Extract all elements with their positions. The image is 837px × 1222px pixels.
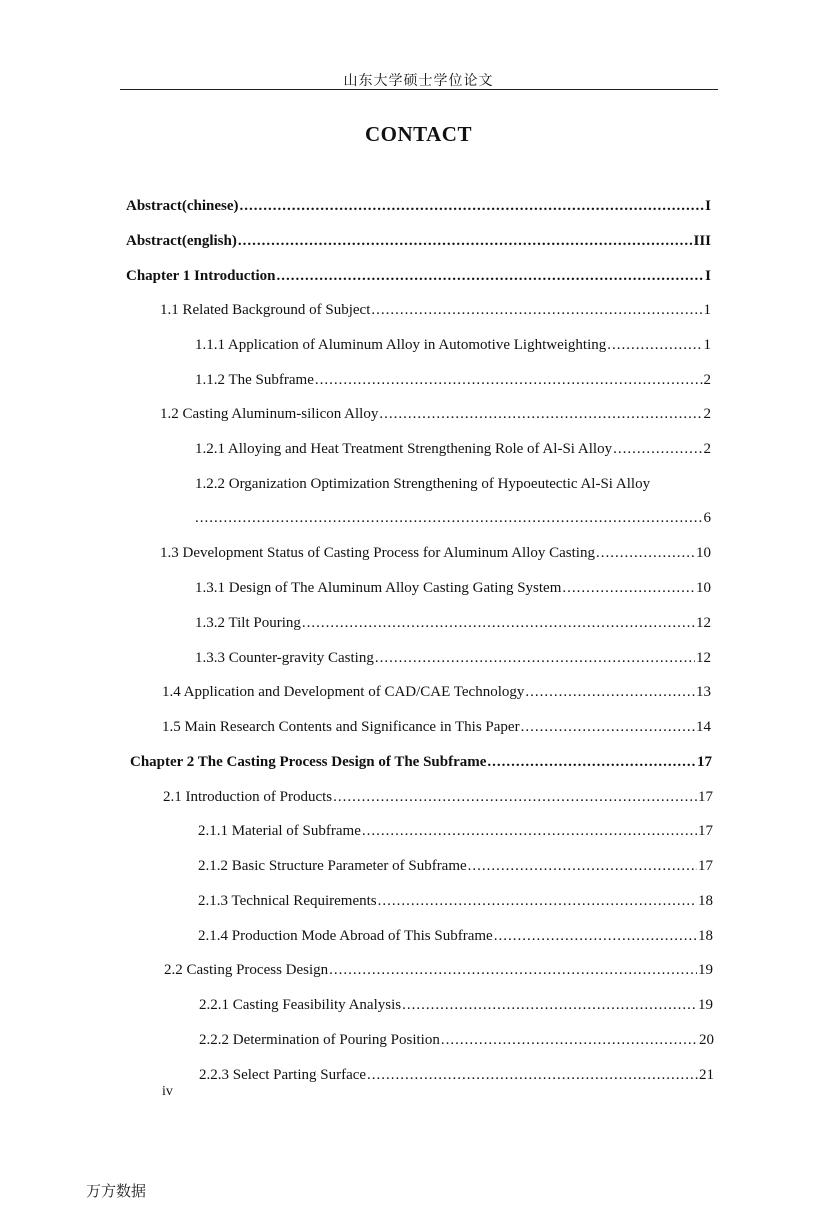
page-number: iv [162, 1084, 173, 1099]
toc-entry[interactable] [195, 334, 711, 356]
toc-leader [329, 959, 697, 981]
toc-entry-page: 2 [703, 441, 711, 457]
toc-leader [239, 195, 704, 217]
toc-entry[interactable] [195, 369, 711, 391]
toc-leader [494, 925, 697, 947]
toc-entry-page: 6 [703, 510, 711, 526]
toc-entry-page: 19 [698, 962, 713, 978]
toc-entry-label: 1.4 Application and Development of CAD/CAE Technology [162, 684, 525, 700]
toc-entry[interactable] [162, 716, 711, 738]
toc-leader [276, 265, 704, 287]
toc-entry-page: 12 [696, 650, 711, 666]
header-title: 山东大学硕士学位论文 [343, 74, 494, 89]
toc-entry-label: 1.1.2 The Subframe [195, 372, 314, 388]
toc-entry-label: 2.2.1 Casting Feasibility Analysis [199, 997, 402, 1013]
toc-leader [362, 820, 697, 842]
toc-leader [468, 855, 697, 877]
toc-entry-label: 2.2 Casting Process Design [164, 962, 329, 978]
toc-leader [607, 334, 702, 356]
toc-leader [315, 369, 703, 391]
toc-entry-page: 14 [696, 719, 711, 735]
toc-entry-label: Chapter 2 The Casting Process Design of The Subframe [130, 754, 487, 770]
toc-entry-label: 2.2.3 Select Parting Surface [199, 1067, 367, 1083]
toc-entry-label: Abstract(english) [126, 233, 237, 249]
toc-entry[interactable] [160, 299, 711, 321]
toc-entry-page: 17 [697, 754, 712, 770]
toc-entry[interactable] [163, 786, 713, 808]
toc-entry[interactable] [162, 681, 711, 703]
toc-leader [441, 1029, 698, 1051]
toc-entry-page: I [705, 198, 711, 214]
toc-entry-label: 1.2.2 Organization Optimization Strengthening of Hypoeutectic Al-Si Alloy [195, 476, 651, 492]
toc-leader [367, 1064, 698, 1086]
toc-entry-continuation[interactable] [195, 507, 711, 529]
toc-entry-page: 21 [699, 1067, 714, 1083]
toc-entry-label: 2.1.2 Basic Structure Parameter of Subframe [198, 858, 467, 874]
toc-leader [487, 751, 696, 773]
toc-leader [525, 681, 695, 703]
toc-leader [333, 786, 697, 808]
toc-entry-label: 2.1 Introduction of Products [163, 789, 333, 805]
toc-entry-label: 2.1.3 Technical Requirements [198, 893, 377, 909]
toc-entry-page: 17 [698, 858, 713, 874]
toc-entry-page: 17 [698, 789, 713, 805]
page-title: CONTACT [365, 122, 472, 146]
toc-entry[interactable] [195, 647, 711, 669]
toc-entry-label: 1.1 Related Background of Subject [160, 302, 371, 318]
toc-entry-page: 1 [703, 337, 711, 353]
toc-entry-page: 19 [698, 997, 713, 1013]
toc-entry[interactable] [195, 577, 711, 599]
toc-entry[interactable] [126, 195, 711, 217]
toc-entry-page: III [693, 233, 711, 249]
toc-leader [562, 577, 695, 599]
toc-leader [402, 994, 697, 1016]
toc-entry-page: 2 [703, 406, 711, 422]
toc-leader [378, 890, 697, 912]
toc-entry[interactable] [164, 959, 713, 981]
toc-entry-label: Chapter 1 Introduction [126, 268, 276, 284]
toc-entry-label: 2.1.4 Production Mode Abroad of This Subframe [198, 928, 493, 944]
toc-entry-page: 10 [696, 545, 711, 561]
toc-entry[interactable] [195, 473, 711, 495]
toc-entry[interactable] [126, 265, 711, 287]
toc-entry-label: 1.1.1 Application of Aluminum Alloy in Automotive Lightweighting [195, 337, 607, 353]
toc-entry-page: 12 [696, 615, 711, 631]
toc-leader [195, 507, 704, 529]
toc-entry-label: 1.3.2 Tilt Pouring [195, 615, 301, 631]
toc-entry[interactable] [195, 438, 711, 460]
toc-entry[interactable] [126, 230, 711, 252]
toc-entry-page: 18 [698, 893, 713, 909]
toc-entry-page: 10 [696, 580, 711, 596]
toc-leader [375, 647, 695, 669]
toc-leader [613, 438, 702, 460]
toc-entry-page: I [705, 268, 711, 284]
toc-leader [596, 542, 695, 564]
toc-entry-label: 1.5 Main Research Contents and Significance in This Paper [162, 719, 520, 735]
watermark: 万方数据 [86, 1182, 147, 1200]
toc-entry-page: 17 [698, 823, 713, 839]
toc-entry-page: 18 [698, 928, 713, 944]
toc-leader [302, 612, 695, 634]
toc-entry-label: 1.2.1 Alloying and Heat Treatment Strengthening Role of Al-Si Alloy [195, 441, 613, 457]
toc-entry-page: 2 [703, 372, 711, 388]
toc-entry[interactable] [198, 925, 713, 947]
toc-entry-page: 1 [703, 302, 711, 318]
header-rule [120, 89, 718, 90]
toc-entry[interactable] [160, 403, 711, 425]
toc-entry-page: 13 [696, 684, 711, 700]
toc-entry-label: 2.1.1 Material of Subframe [198, 823, 361, 839]
toc-entry-label: 1.3 Development Status of Casting Process for Aluminum Alloy Casting [160, 545, 595, 561]
toc-leader [238, 230, 693, 252]
toc-entry-label: 1.3.1 Design of The Aluminum Alloy Casting Gating System [195, 580, 562, 596]
toc-entry-page: 20 [699, 1032, 714, 1048]
toc-entry[interactable] [199, 1029, 714, 1051]
toc-entry[interactable] [198, 820, 713, 842]
toc-leader [371, 299, 702, 321]
toc-leader [521, 716, 695, 738]
toc-entry[interactable] [199, 1064, 714, 1086]
toc-entry-label: 1.3.3 Counter-gravity Casting [195, 650, 374, 666]
toc-entry[interactable] [198, 890, 713, 912]
toc-entry[interactable] [195, 612, 711, 634]
toc-leader [379, 403, 702, 425]
toc-entry[interactable] [198, 855, 713, 877]
toc-entry[interactable] [160, 542, 711, 564]
toc-entry-label: Abstract(chinese) [126, 198, 239, 214]
toc-entry-label: 2.2.2 Determination of Pouring Position [199, 1032, 440, 1048]
toc-entry[interactable] [199, 994, 713, 1016]
toc-entry[interactable] [130, 751, 712, 773]
toc-entry-label: 1.2 Casting Aluminum-silicon Alloy [160, 406, 379, 422]
